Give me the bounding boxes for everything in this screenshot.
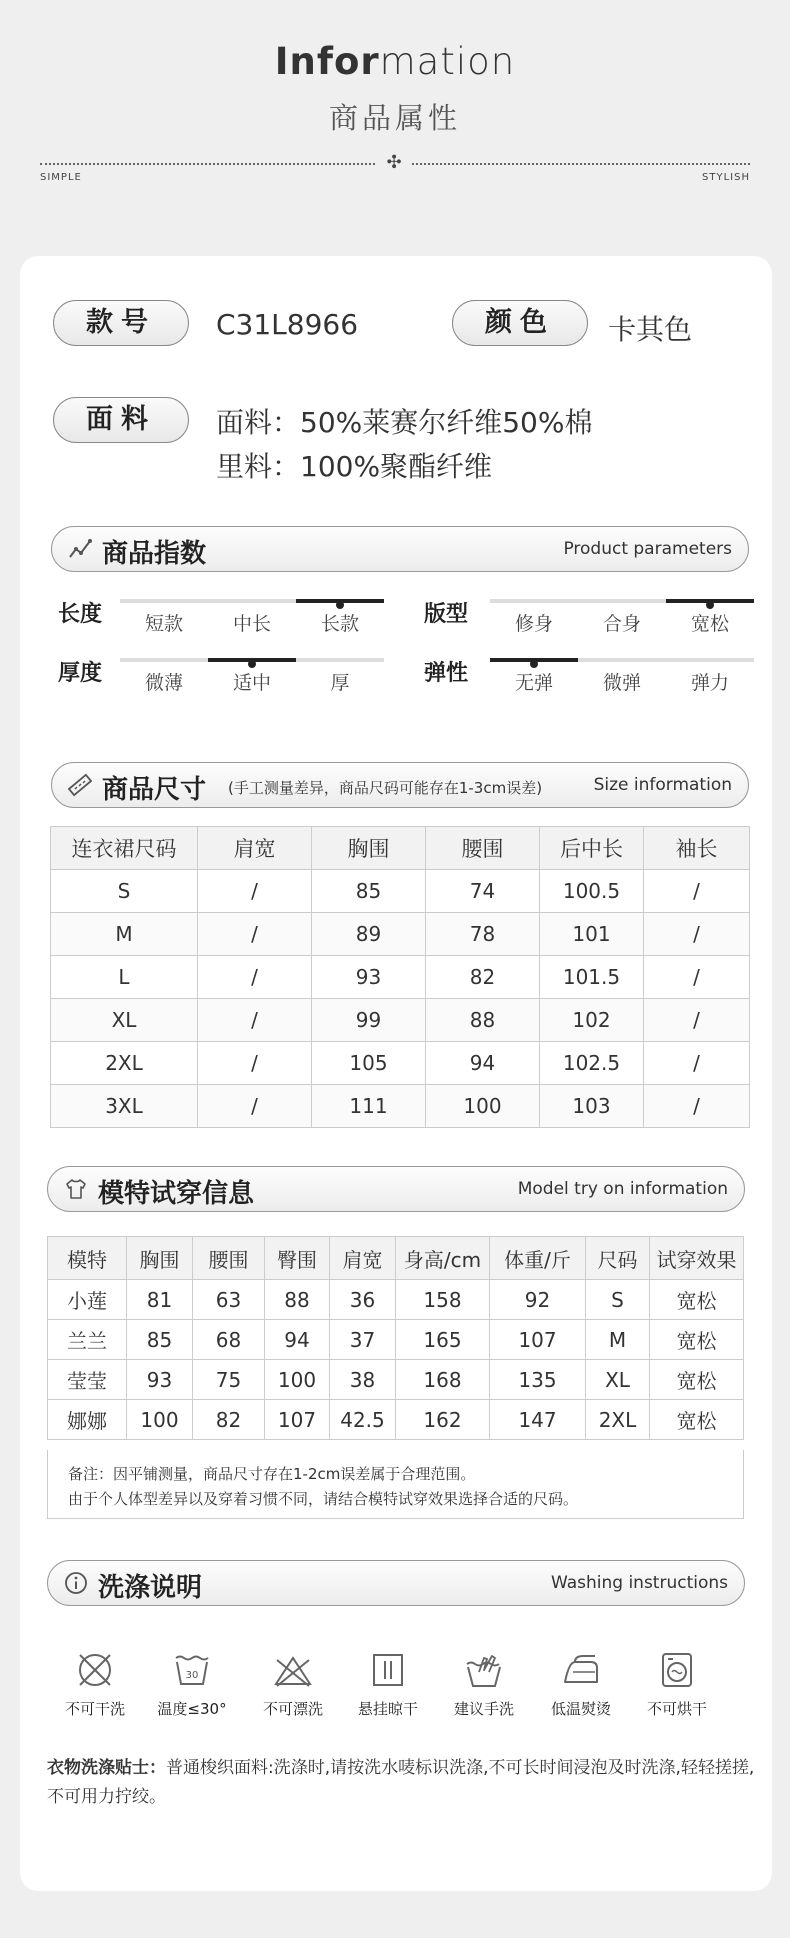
param-length-label: 长度 [58, 602, 103, 627]
size-note: (手工测量差异，商品尺码可能存在1-3cm误差) [228, 779, 543, 797]
model-cell: 93 [127, 1360, 193, 1400]
wash-item-no-bleach [243, 1650, 343, 1719]
style-no-label: 款号 [53, 300, 189, 346]
model-header-cell: 胸围 [127, 1237, 193, 1280]
divider-right [412, 163, 750, 165]
model-cell: 宽松 [650, 1360, 744, 1400]
param-elasticity-option: 微弹 [602, 672, 641, 694]
wash-item-no-tumble-dry [627, 1650, 727, 1719]
model-cell: 小莲 [48, 1280, 127, 1320]
params-en-title: Product parameters [563, 539, 732, 559]
size-cell: 89 [312, 913, 426, 956]
model-table-header [48, 1237, 744, 1280]
size-cell: M [51, 913, 198, 956]
header-title: Information [274, 40, 516, 83]
size-cell: L [51, 956, 198, 999]
model-header-cell: 肩宽 [330, 1237, 396, 1280]
model-cell: 162 [396, 1400, 490, 1440]
model-cell: 147 [490, 1400, 586, 1440]
model-cell: 100 [265, 1360, 330, 1400]
shirt-icon [64, 1177, 88, 1201]
table-row [51, 956, 750, 999]
table-row [48, 1320, 744, 1360]
model-cell: 36 [330, 1280, 396, 1320]
model-cell: 82 [193, 1400, 265, 1440]
table-row [48, 1400, 744, 1440]
param-length-marker [336, 601, 344, 609]
simple-tag: SIMPLE [40, 172, 82, 183]
size-cell: S [51, 870, 198, 913]
wash-30-icon [172, 1650, 212, 1690]
size-header-cell: 胸围 [312, 827, 426, 870]
model-header-cell: 体重/斤 [490, 1237, 586, 1280]
model-cell: S [586, 1280, 650, 1320]
model-header-cell: 尺码 [586, 1237, 650, 1280]
size-header-cell: 袖长 [644, 827, 750, 870]
model-cell: XL [586, 1360, 650, 1400]
param-thickness-marker [248, 660, 256, 668]
param-fit-option: 修身 [514, 613, 553, 635]
model-cell: 135 [490, 1360, 586, 1400]
size-cell: 2XL [51, 1042, 198, 1085]
hang-dry-icon [368, 1650, 408, 1690]
wash-tip [47, 1754, 757, 1812]
param-elasticity-label: 弹性 [424, 661, 469, 686]
color-value: 卡其色 [608, 313, 693, 346]
param-length-option: 中长 [232, 613, 271, 635]
size-cell: 101 [540, 913, 644, 956]
size-cell: 103 [540, 1085, 644, 1128]
model-cell: 宽松 [650, 1320, 744, 1360]
wash-item-hang-dry [338, 1650, 438, 1719]
model-cell: 42.5 [330, 1400, 396, 1440]
size-cell: 78 [426, 913, 540, 956]
size-header-cell: 连衣裙尺码 [51, 827, 198, 870]
size-cell: 100.5 [540, 870, 644, 913]
model-header-cell: 模特 [48, 1237, 127, 1280]
model-cell: 107 [490, 1320, 586, 1360]
no-tumble-dry-icon [657, 1650, 697, 1690]
model-cell: 107 [265, 1400, 330, 1440]
wash-temp-value: 30 [185, 1670, 199, 1681]
wash-en-title: Washing instructions [550, 1573, 728, 1593]
size-table [50, 826, 750, 1128]
size-cell: 93 [312, 956, 426, 999]
table-row [51, 999, 750, 1042]
wash-label: 不可烘干 [646, 1700, 707, 1718]
wash-item-low-iron [531, 1650, 631, 1719]
param-thickness-option: 厚 [330, 672, 350, 694]
params-title: 商品指数 [102, 539, 207, 569]
model-cell: 63 [193, 1280, 265, 1320]
wash-label: 低温熨烫 [550, 1700, 611, 1718]
model-cell: 168 [396, 1360, 490, 1400]
param-thickness-option: 微薄 [144, 672, 183, 694]
model-cell: 38 [330, 1360, 396, 1400]
table-row [48, 1360, 744, 1400]
size-cell: / [644, 1085, 750, 1128]
table-row [51, 870, 750, 913]
table-row [51, 1085, 750, 1128]
size-cell: / [198, 956, 312, 999]
model-cell: 165 [396, 1320, 490, 1360]
size-cell: 101.5 [540, 956, 644, 999]
header-subtitle: 商品属性 [328, 101, 461, 135]
param-thickness-option: 适中 [232, 672, 271, 694]
size-cell: / [644, 870, 750, 913]
model-table [47, 1236, 744, 1440]
size-cell: 102.5 [540, 1042, 644, 1085]
model-cell: 宽松 [650, 1400, 744, 1440]
model-header-cell: 身高/cm [396, 1237, 490, 1280]
size-cell: / [198, 913, 312, 956]
size-cell: 105 [312, 1042, 426, 1085]
size-header-cell: 腰围 [426, 827, 540, 870]
size-cell: / [198, 1085, 312, 1128]
param-fit-option: 宽松 [690, 613, 729, 635]
model-cell: 兰兰 [48, 1320, 127, 1360]
model-section-header [47, 1166, 745, 1212]
model-cell: 2XL [586, 1400, 650, 1440]
wash-item-no-dry-clean [45, 1650, 145, 1719]
wash-label: 建议手洗 [453, 1700, 514, 1718]
wash-label: 温度≤30° [157, 1700, 227, 1718]
wash-title: 洗涤说明 [98, 1573, 203, 1603]
size-cell: / [644, 913, 750, 956]
trend-icon [68, 537, 92, 561]
wash-section-header [47, 1560, 745, 1606]
ruler-icon [68, 773, 92, 797]
size-cell: 94 [426, 1042, 540, 1085]
params-section-header [51, 526, 749, 572]
hand-wash-icon [464, 1650, 504, 1690]
compass-icon: ✣ [386, 152, 402, 173]
table-row [51, 1042, 750, 1085]
low-iron-icon [561, 1650, 601, 1690]
param-elasticity-option: 无弹 [514, 672, 553, 694]
stylish-tag: STYLISH [702, 172, 750, 183]
param-thickness-label: 厚度 [58, 661, 103, 686]
model-cell: 88 [265, 1280, 330, 1320]
model-cell: 75 [193, 1360, 265, 1400]
param-elasticity-option: 弹力 [690, 672, 729, 694]
size-cell: 100 [426, 1085, 540, 1128]
size-section-header [51, 762, 749, 808]
model-cell: 37 [330, 1320, 396, 1360]
size-cell: / [198, 999, 312, 1042]
model-cell: 莹莹 [48, 1360, 127, 1400]
model-cell: M [586, 1320, 650, 1360]
model-en-title: Model try on information [517, 1179, 728, 1199]
color-label: 颜色 [452, 300, 588, 346]
size-cell: XL [51, 999, 198, 1042]
size-cell: / [644, 1042, 750, 1085]
size-title: 商品尺寸 [102, 775, 207, 805]
model-cell: 94 [265, 1320, 330, 1360]
style-no-value: C31L8966 [216, 308, 359, 341]
model-title: 模特试穿信息 [98, 1179, 255, 1209]
param-length-option: 长款 [320, 613, 359, 635]
size-cell: 99 [312, 999, 426, 1042]
param-fit-marker [706, 601, 714, 609]
size-cell: 3XL [51, 1085, 198, 1128]
model-note [47, 1450, 744, 1519]
wash-tip-text: 普通梭织面料:洗涤时,请按洗水唛标识洗涤,不可长时间浸泡及时洗涤,轻轻搓搓,不可用力拧绞。 [47, 1758, 755, 1807]
param-elasticity-marker [530, 660, 538, 668]
no-dry-clean-icon [75, 1650, 115, 1690]
size-cell: 88 [426, 999, 540, 1042]
model-cell: 宽松 [650, 1280, 744, 1320]
table-row [48, 1280, 744, 1320]
size-en-title: Size information [593, 775, 732, 795]
model-cell: 81 [127, 1280, 193, 1320]
size-header-cell: 肩宽 [198, 827, 312, 870]
model-header-cell: 臀围 [265, 1237, 330, 1280]
info-icon [64, 1571, 88, 1595]
model-cell: 娜娜 [48, 1400, 127, 1440]
model-header-cell: 腰围 [193, 1237, 265, 1280]
model-note-line: 由于个人体型差异以及穿着习惯不同，请结合模特试穿效果选择合适的尺码。 [68, 1490, 579, 1508]
wash-item-30 [142, 1650, 242, 1719]
size-header-cell: 后中长 [540, 827, 644, 870]
wash-tip-label: 衣物洗涤贴士： [47, 1758, 166, 1778]
size-cell: 85 [312, 870, 426, 913]
wash-label: 不可干洗 [64, 1700, 125, 1718]
size-table-header [51, 827, 750, 870]
wash-item-hand-wash [434, 1650, 534, 1719]
model-cell: 85 [127, 1320, 193, 1360]
wash-label: 不可漂洗 [262, 1700, 323, 1718]
size-cell: / [198, 1042, 312, 1085]
size-cell: / [644, 956, 750, 999]
no-bleach-icon [273, 1650, 313, 1690]
wash-label: 悬挂晾干 [357, 1700, 418, 1718]
fabric-label: 面料 [53, 397, 189, 443]
size-cell: / [644, 999, 750, 1042]
fabric-lining: 里料：100%聚酯纤维 [216, 450, 493, 483]
param-fit-label: 版型 [424, 602, 469, 627]
model-cell: 158 [396, 1280, 490, 1320]
param-fit-option: 合身 [602, 613, 641, 635]
size-cell: / [198, 870, 312, 913]
size-cell: 111 [312, 1085, 426, 1128]
model-cell: 100 [127, 1400, 193, 1440]
divider-left [40, 163, 375, 165]
model-header-cell: 试穿效果 [650, 1237, 744, 1280]
fabric-outer: 面料：50%莱赛尔纤维50%棉 [216, 406, 593, 439]
model-note-line: 备注：因平铺测量，商品尺寸存在1-2cm误差属于合理范围。 [68, 1465, 476, 1483]
size-cell: 74 [426, 870, 540, 913]
model-cell: 68 [193, 1320, 265, 1360]
size-cell: 102 [540, 999, 644, 1042]
size-cell: 82 [426, 956, 540, 999]
model-cell: 92 [490, 1280, 586, 1320]
param-length-option: 短款 [144, 613, 183, 635]
table-row [51, 913, 750, 956]
